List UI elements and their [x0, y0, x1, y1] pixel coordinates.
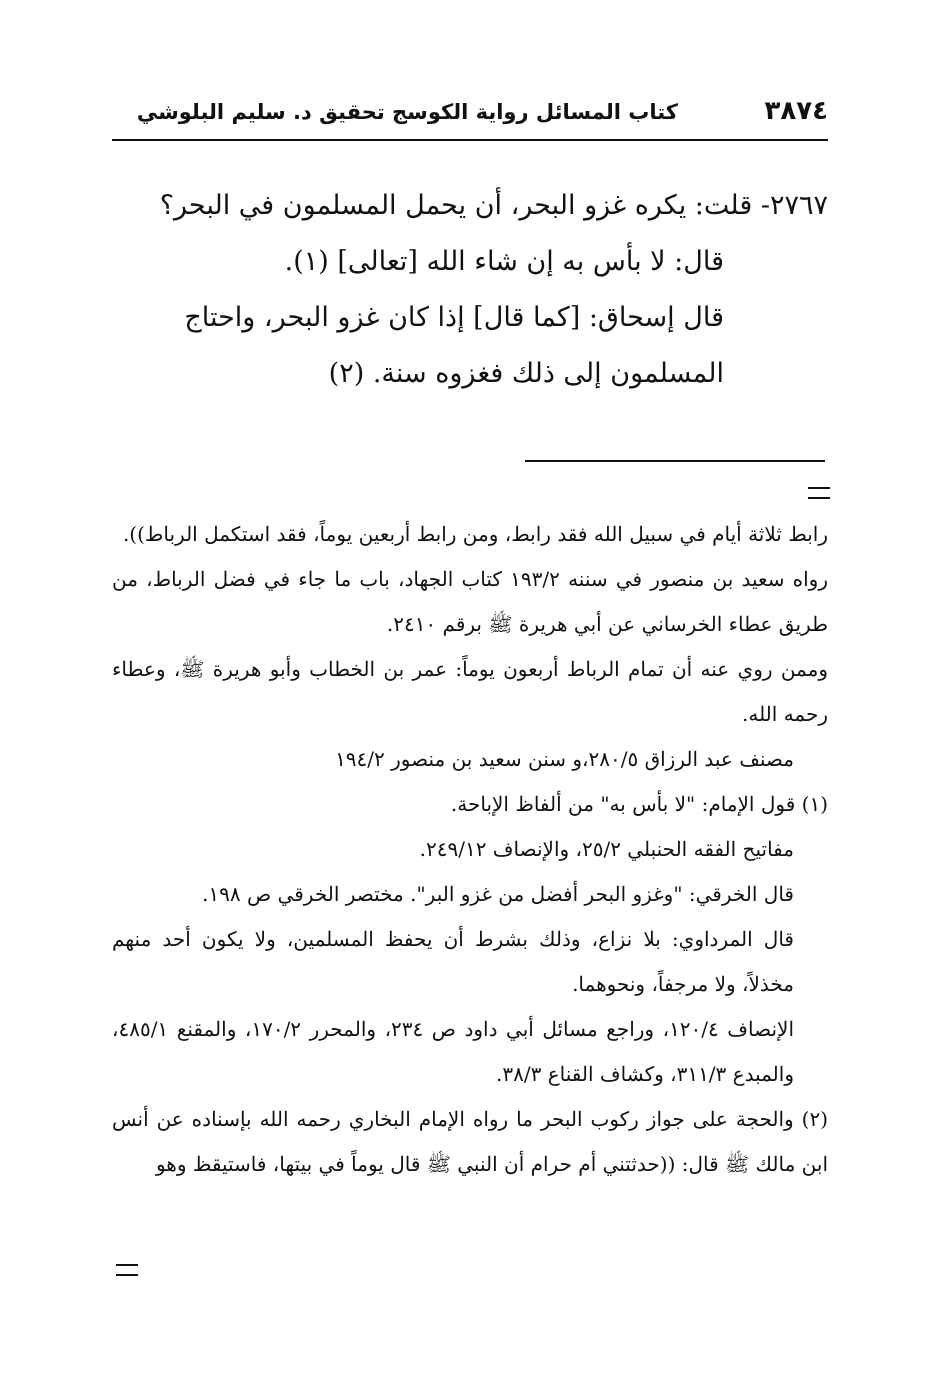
continuation-mark-top	[808, 487, 830, 499]
footnote-continued-4: مصنف عبد الرزاق ٢٨٠/٥،و سنن سعيد بن منصور ١٩٤/٢	[335, 747, 794, 771]
footnote-continued-2: رواه سعيد بن منصور في سننه ١٩٣/٢ كتاب الجهاد، باب ما جاء في فضل الرباط، من طريق عطاء الخرساني عن أبي هريرة ﷺ برقم ٢٤١٠.	[112, 567, 828, 636]
page-header	[112, 96, 828, 136]
footnote-continued-1: رابط ثلاثة أيام في سبيل الله فقد رابط، ومن رابط أربعين يوماً، فقد استكمل الرباط)).	[122, 522, 828, 546]
footnote-continued-3: وممن روي عنه أن تمام الرباط أربعون يوماً: عمر بن الخطاب وأبو هريرة ﷺ، وعطاء رحمه الله.	[112, 657, 828, 726]
footnotes	[112, 512, 828, 1187]
footnote-1-kharqi: قال الخرقي: "وغزو البحر أفضل من غزو البر". مختصر الخرقي ص ١٩٨.	[202, 882, 794, 906]
running-title: كتاب المسائل رواية الكوسج تحقيق د. سليم البلوشي	[136, 100, 678, 124]
main-text	[112, 178, 828, 402]
footnote-1-ref: مفاتيح الفقه الحنبلي ٢٥/٢، والإنصاف ٢٤٩/١٢.	[419, 837, 794, 861]
footnote-1-intro: (١) قول الإمام: "لا بأس به" من ألفاظ الإباحة.	[450, 792, 828, 816]
footnote-2: (٢) والحجة على جواز ركوب البحر ما رواه الإمام البخاري رحمه الله بإسناده عن أنس ابن مالك ﷺ قال: ((حدثتني أم حرام أن النبي ﷺ قال يوماً في بيتها، فاستيقظ وهو	[112, 1107, 828, 1176]
footnote-1-mardawi: قال المرداوي: بلا نزاع، وذلك بشرط أن يحفظ المسلمين، ولا يكون أحد منهم مخذلاً، ولا مرجفاً، ونحوهما.	[112, 927, 794, 996]
answer-ishaq: قال إسحاق: [كما قال] إذا كان غزو البحر، واحتاج المسلمون إلى ذلك فغزوه سنة. (٢)	[184, 302, 724, 389]
footnote-separator	[525, 460, 825, 462]
header-rule	[112, 139, 828, 141]
footnote-1-refs: الإنصاف ١٢٠/٤، وراجع مسائل أبي داود ص ٢٣٤، والمحرر ١٧٠/٢، والمقنع ٤٨٥/١، والمبدع ٣١١/٣، وكشاف القناع ٣٨/٣.	[112, 1017, 794, 1086]
continuation-mark-bottom	[116, 1264, 138, 1276]
page-number: ٣٨٧٤	[764, 96, 828, 126]
answer-ahmad: قال: لا بأس به إن شاء الله [تعالى] (١).	[284, 246, 724, 277]
question-2767: ٢٧٦٧- قلت: يكره غزو البحر، أن يحمل المسلمون في البحر؟	[159, 190, 828, 221]
